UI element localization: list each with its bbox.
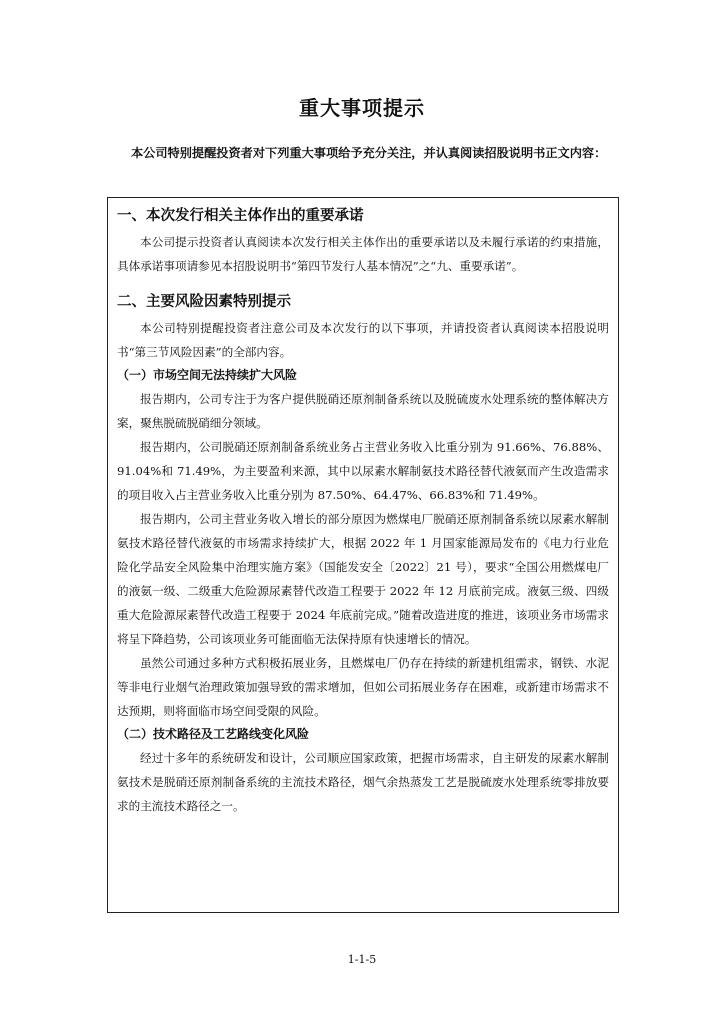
page-title: 重大事项提示 (299, 96, 425, 120)
section-heading: 二、主要风险因素特别提示 (117, 294, 291, 310)
subsection-heading: （二）技术路径及工艺路线变化风险 (117, 727, 310, 741)
subsection-heading: （一）市场空间无法持续扩大风险 (117, 368, 298, 382)
section-heading: 一、本次发行相关主体作出的重要承诺 (117, 208, 364, 224)
paragraph: 经过十多年的系统研发和设计，公司顺应国家政策，把握市场需求，自主研发的尿素水解制氨技术是脱硝还原剂制备系统的主流技术路径，烟气余热蒸发工艺是脱硫废水处理系统零排放要求的主流技术路径之一。 (117, 751, 609, 813)
paragraph: 本公司提示投资者认真阅读本次发行相关主体作出的重要承诺以及未履行承诺的约束措施，具体承诺事项请参见本招股说明书“第四节发行人基本情况”之“九、重要承诺”。 (117, 235, 609, 273)
paragraph: 报告期内，公司脱硝还原剂制备系统业务占主营业务收入比重分别为 91.66%、76.88%、91.04%和 71.49%，为主要盈利来源，其中以尿素水解制氨技术路径替代液氨而产生改造需求的项目收入占主营业务收入比重分别为 87.50%、64.47%、66.83%和 71.49%。 (117, 440, 609, 502)
page-number: 1-1-5 (347, 953, 377, 966)
paragraph: 虽然公司通过多种方式积极拓展业务，且燃煤电厂仍存在持续的新建机组需求，钢铁、水泥等非电行业烟气治理政策加强导致的需求增加，但如公司拓展业务存在困难，或新建市场需求不达预期，则将面临市场空间受限的风险。 (117, 656, 609, 718)
intro-paragraph: 本公司特别提醒投资者对下列重大事项给予充分关注，并认真阅读招股说明书正文内容： (131, 146, 607, 160)
paragraph: 报告期内，公司专注于为客户提供脱硝还原剂制备系统以及脱硫废水处理系统的整体解决方案，聚焦脱硫脱硝细分领域。 (117, 392, 609, 430)
content-box (107, 197, 619, 913)
paragraph: 本公司特别提醒投资者注意公司及本次发行的以下事项，并请投资者认真阅读本招股说明书“第三节风险因素”的全部内容。 (117, 321, 609, 359)
paragraph: 报告期内，公司主营业务收入增长的部分原因为燃煤电厂脱硝还原剂制备系统以尿素水解制氨技术路径替代液氨的市场需求持续扩大，根据 2022 年 1 月国家能源局发布的《电力行业危险化学品安全风险集中治理实施方案》（国能发安全〔2022〕21 号），要求“全国公用燃煤电厂的液氨一级、二级重大危险源尿素替代改造工程要于 2022 年 12 月底前完成。液氨三级、四级重大危险源尿素替代改造工程要于 2024 年底前完成。”随着改造进度的推进，该项业务市场需求将呈下降趋势，公司该项业务可能面临无法保持原有快速增长的情况。 (117, 512, 609, 646)
